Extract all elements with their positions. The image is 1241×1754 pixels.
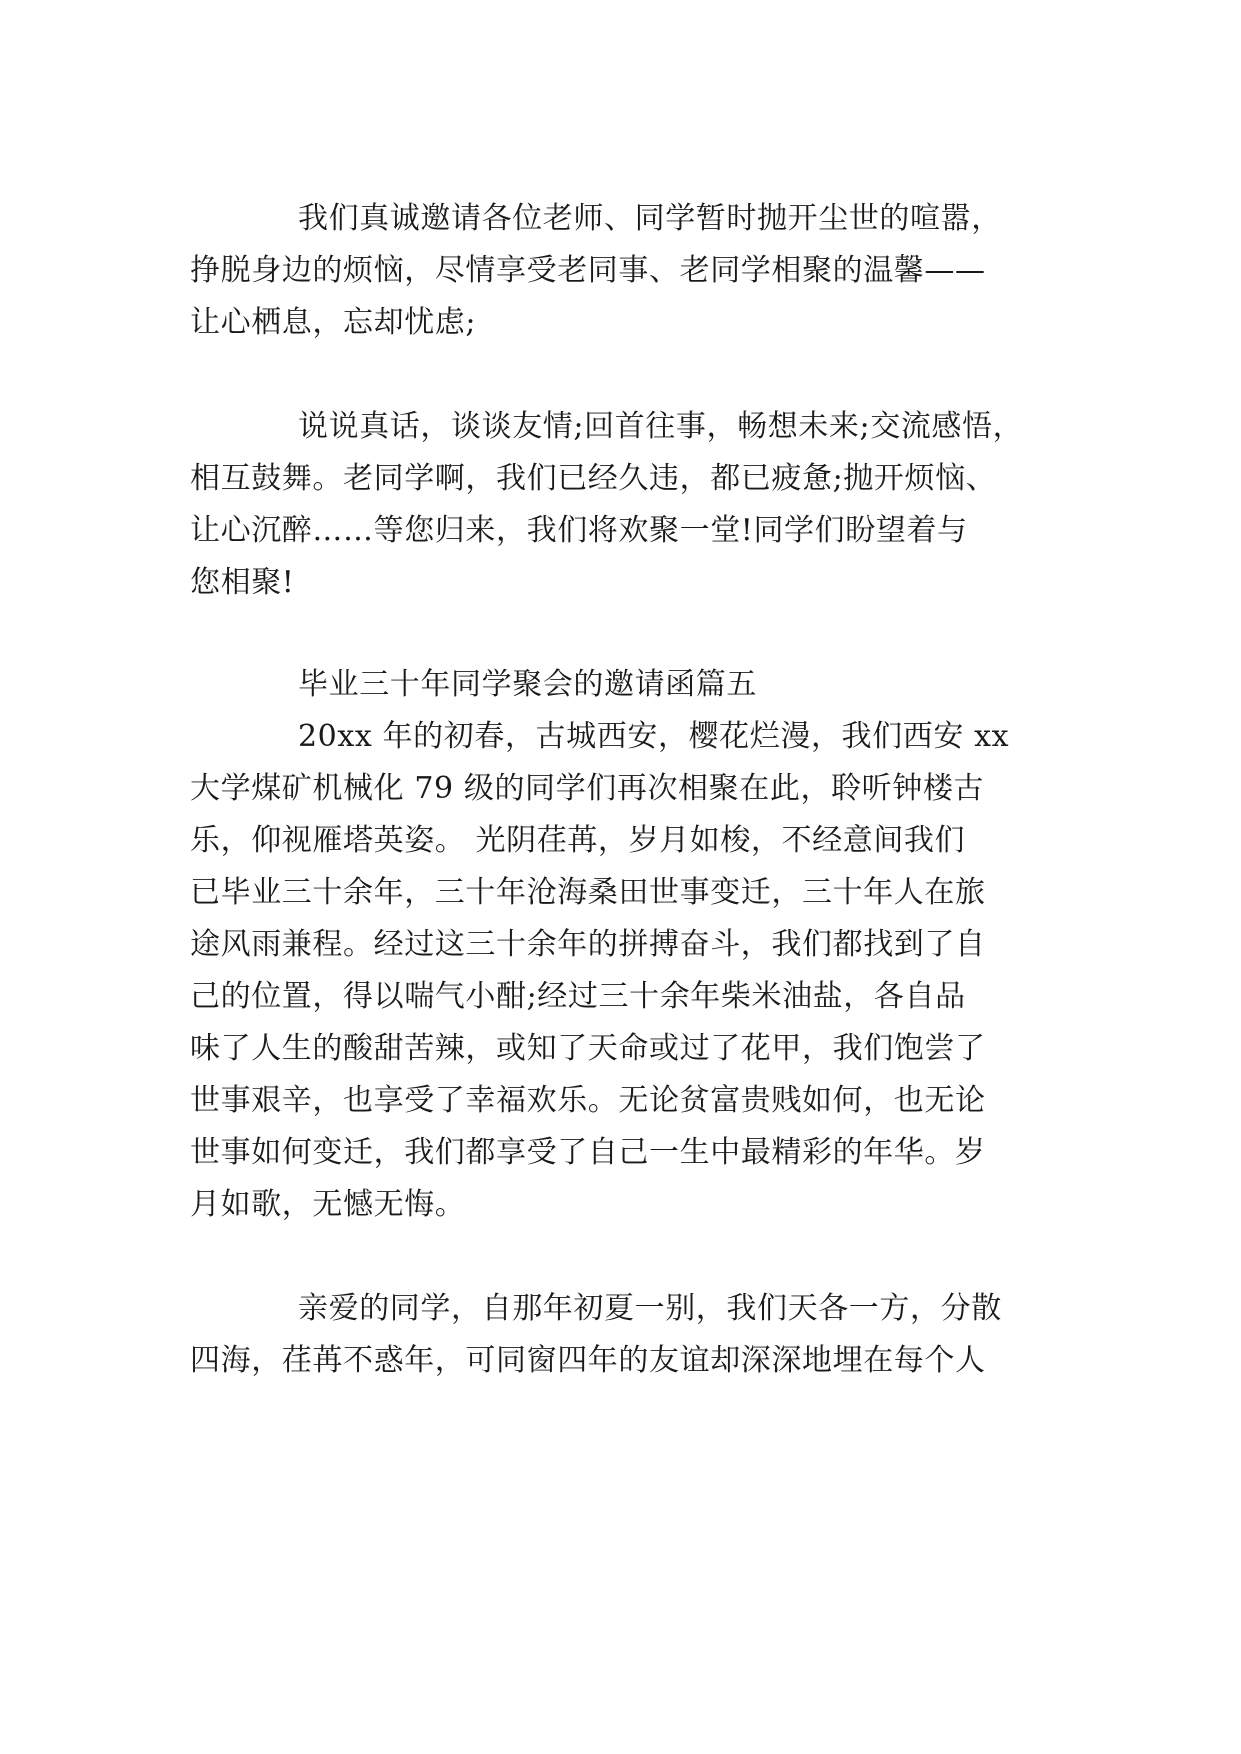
paragraph-3-line-8: 世事艰辛，也享受了幸福欢乐。无论贫富贵贱如何，也无论 bbox=[190, 1083, 986, 1118]
paragraph-4-line-2: 四海，荏苒不惑年，可同窗四年的友谊却深深地埋在每个人 bbox=[190, 1343, 986, 1378]
paragraph-3-line-4: 已毕业三十余年，三十年沧海桑田世事变迁，三十年人在旅 bbox=[190, 875, 986, 910]
paragraph-1-line-1: 我们真诚邀请各位老师、同学暂时抛开尘世的喧嚣， bbox=[298, 201, 1002, 236]
paragraph-1-line-2: 挣脱身边的烦恼，尽情享受老同事、老同学相聚的温馨—— bbox=[190, 253, 986, 288]
paragraph-3-line-7: 味了人生的酸甜苦辣，或知了天命或过了花甲，我们饱尝了 bbox=[190, 1031, 986, 1066]
paragraph-3-line-9: 世事如何变迁，我们都享受了自己一生中最精彩的年华。岁 bbox=[190, 1135, 986, 1170]
paragraph-4-line-1: 亲爱的同学，自那年初夏一别，我们天各一方，分散 bbox=[298, 1291, 1002, 1326]
paragraph-2-line-1: 说说真话，谈谈友情;回首往事，畅想未来;交流感悟， bbox=[298, 409, 1024, 444]
paragraph-3-line-3: 乐，仰视雁塔英姿。 光阴荏苒，岁月如梭，不经意间我们 bbox=[190, 823, 966, 858]
paragraph-3-line-10: 月如歌，无憾无悔。 bbox=[190, 1187, 466, 1222]
paragraph-3-line-1: 20xx 年的初春，古城西安，樱花烂漫，我们西安 xx bbox=[298, 719, 1010, 754]
section-heading: 毕业三十年同学聚会的邀请函篇五 bbox=[298, 667, 757, 702]
paragraph-2-line-2: 相互鼓舞。老同学啊，我们已经久违，都已疲惫;抛开烦恼、 bbox=[190, 461, 997, 496]
paragraph-1-line-3: 让心栖息，忘却忧虑; bbox=[190, 305, 477, 340]
paragraph-3-line-2: 大学煤矿机械化 79 级的同学们再次相聚在此，聆听钟楼古 bbox=[190, 771, 985, 806]
paragraph-2-line-3: 让心沉醉……等您归来，我们将欢聚一堂!同学们盼望着与 bbox=[190, 513, 968, 548]
paragraph-3-line-6: 己的位置，得以喘气小酣;经过三十余年柴米油盐，各自品 bbox=[190, 979, 966, 1014]
paragraph-2-line-4: 您相聚! bbox=[190, 565, 295, 600]
paragraph-3-line-5: 途风雨兼程。经过这三十余年的拼搏奋斗，我们都找到了自 bbox=[190, 927, 986, 962]
